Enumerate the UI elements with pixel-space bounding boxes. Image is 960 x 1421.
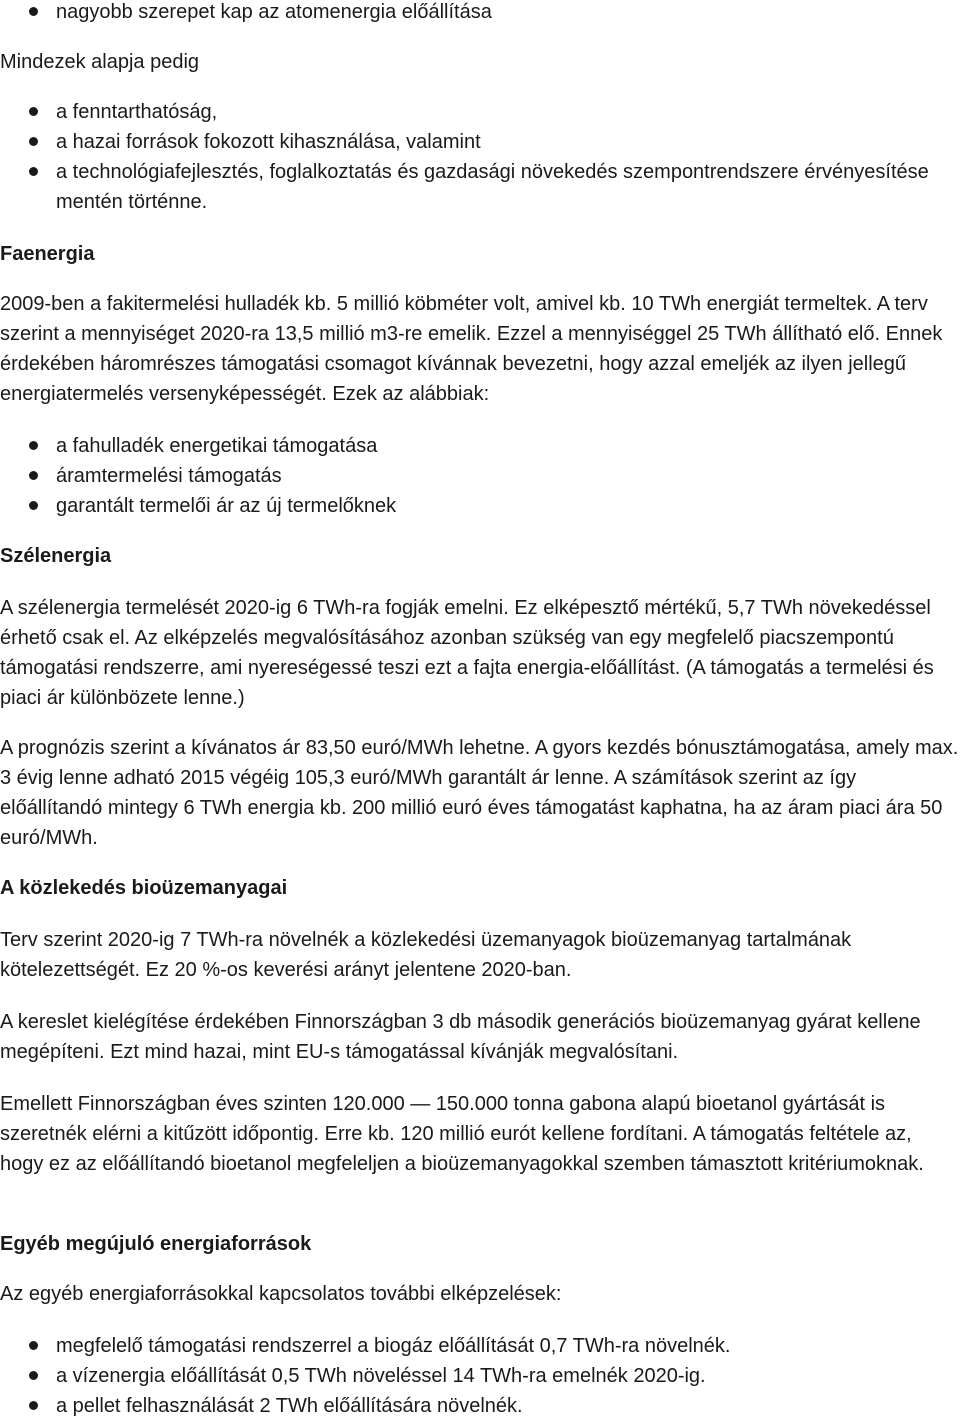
szelenergia-paragraph-1: A szélenergia termelését 2020-ig 6 TWh-ra fogják emelni. Ez elképesztő mértékű, 5,7 TWh növekedéssel érhető csak el. Az elképzelés megvalósításához azonban szükség van egy megfelelő piacszempontú támogatási rendszerre, ami nyereségessé teszi ezt a fajta energia-előállítást. (A támogatás a termelési és piaci ár különbözete lenne.) — [0, 597, 934, 709]
list-item: nagyobb szerepet kap az atomenergia előállítása — [0, 0, 960, 27]
list-item: a pellet felhasználását 2 TWh előállítására növelnék. — [0, 1391, 960, 1421]
biouzemanyag-paragraph-3: Emellett Finnországban éves szinten 120.000 — 150.000 tonna gabona alapú bioetanol gyártását is szeretnék elérni a kitűzött időpontig. Erre kb. 120 millió eurót kellene fordítani. A támogatás feltétele az, hogy ez az előállítandó bioetanol megfeleljen a bioüzemanyagokkal szemben támasztott kritériumoknak. — [0, 1093, 924, 1175]
list-item: a vízenergia előállítását 0,5 TWh növeléssel 14 TWh-ra emelnék 2020-ig. — [0, 1361, 960, 1391]
basis-bullet-list — [0, 97, 960, 217]
egyeb-bullet-list — [0, 1331, 960, 1421]
biouzemanyag-paragraph-2: A kereslet kielégítése érdekében Finnországban 3 db második generációs bioüzemanyag gyárat kellene megépíteni. Ezt mind hazai, mint EU-s támogatással kívánják megvalósítani. — [0, 1011, 921, 1063]
faenergia-paragraph: 2009-ben a fakitermelési hulladék kb. 5 millió köbméter volt, amivel kb. 10 TWh energiát termeltek. A terv szerint a mennyiséget 2020-ra 13,5 millió m3-re emelik. Ezzel a mennyiséggel 25 TWh állítható elő. Ennek érdekében háromrészes támogatási csomagot kívánnak bevezetni, hogy azzal emeljék az ilyen jellegű energiatermelés versenyképességét. Ezek az alábbiak: — [0, 293, 943, 405]
biouzemanyag-heading: A közlekedés bioüzemanyagai — [0, 877, 288, 899]
list-item: a fenntarthatóság, — [0, 97, 960, 127]
faenergia-heading: Faenergia — [0, 243, 95, 265]
biouzemanyag-paragraph-1: Terv szerint 2020-ig 7 TWh-ra növelnék a közlekedési üzemanyagok bioüzemanyag tartalmának kötelezettségét. Ez 20 %-os keverési arányt jelentene 2020-ban. — [0, 929, 852, 981]
list-item: megfelelő támogatási rendszerrel a biogáz előállítását 0,7 TWh-ra növelnék. — [0, 1331, 960, 1361]
top-bullet-list — [0, 0, 960, 27]
list-item: garantált termelői ár az új termelőknek — [0, 491, 960, 521]
list-item: a hazai források fokozott kihasználása, valamint — [0, 127, 960, 157]
list-item: áramtermelési támogatás — [0, 461, 960, 491]
szelenergia-heading: Szélenergia — [0, 545, 112, 567]
szelenergia-paragraph-2: A prognózis szerint a kívánatos ár 83,50 euró/MWh lehetne. A gyors kezdés bónusztámogatása, amely max. 3 évig lenne adható 2015 végéig 105,3 euró/MWh garantált ár lenne. A számítások szerint az így előállítandó mintegy 6 TWh energia kb. 200 millió euró éves támogatást kaphatna, ha az áram piaci ára 50 euró/MWh. — [0, 737, 959, 849]
egyeb-paragraph: Az egyéb energiaforrásokkal kapcsolatos további elképzelések: — [0, 1283, 562, 1305]
egyeb-heading: Egyéb megújuló energiaforrások — [0, 1233, 312, 1255]
list-item: a technológiafejlesztés, foglalkoztatás és gazdasági növekedés szempontrendszere érvényesítése mentén történne. — [0, 157, 960, 217]
intro-text: Mindezek alapja pedig — [0, 51, 200, 73]
faenergia-bullet-list — [0, 431, 960, 521]
list-item: a fahulladék energetikai támogatása — [0, 431, 960, 461]
